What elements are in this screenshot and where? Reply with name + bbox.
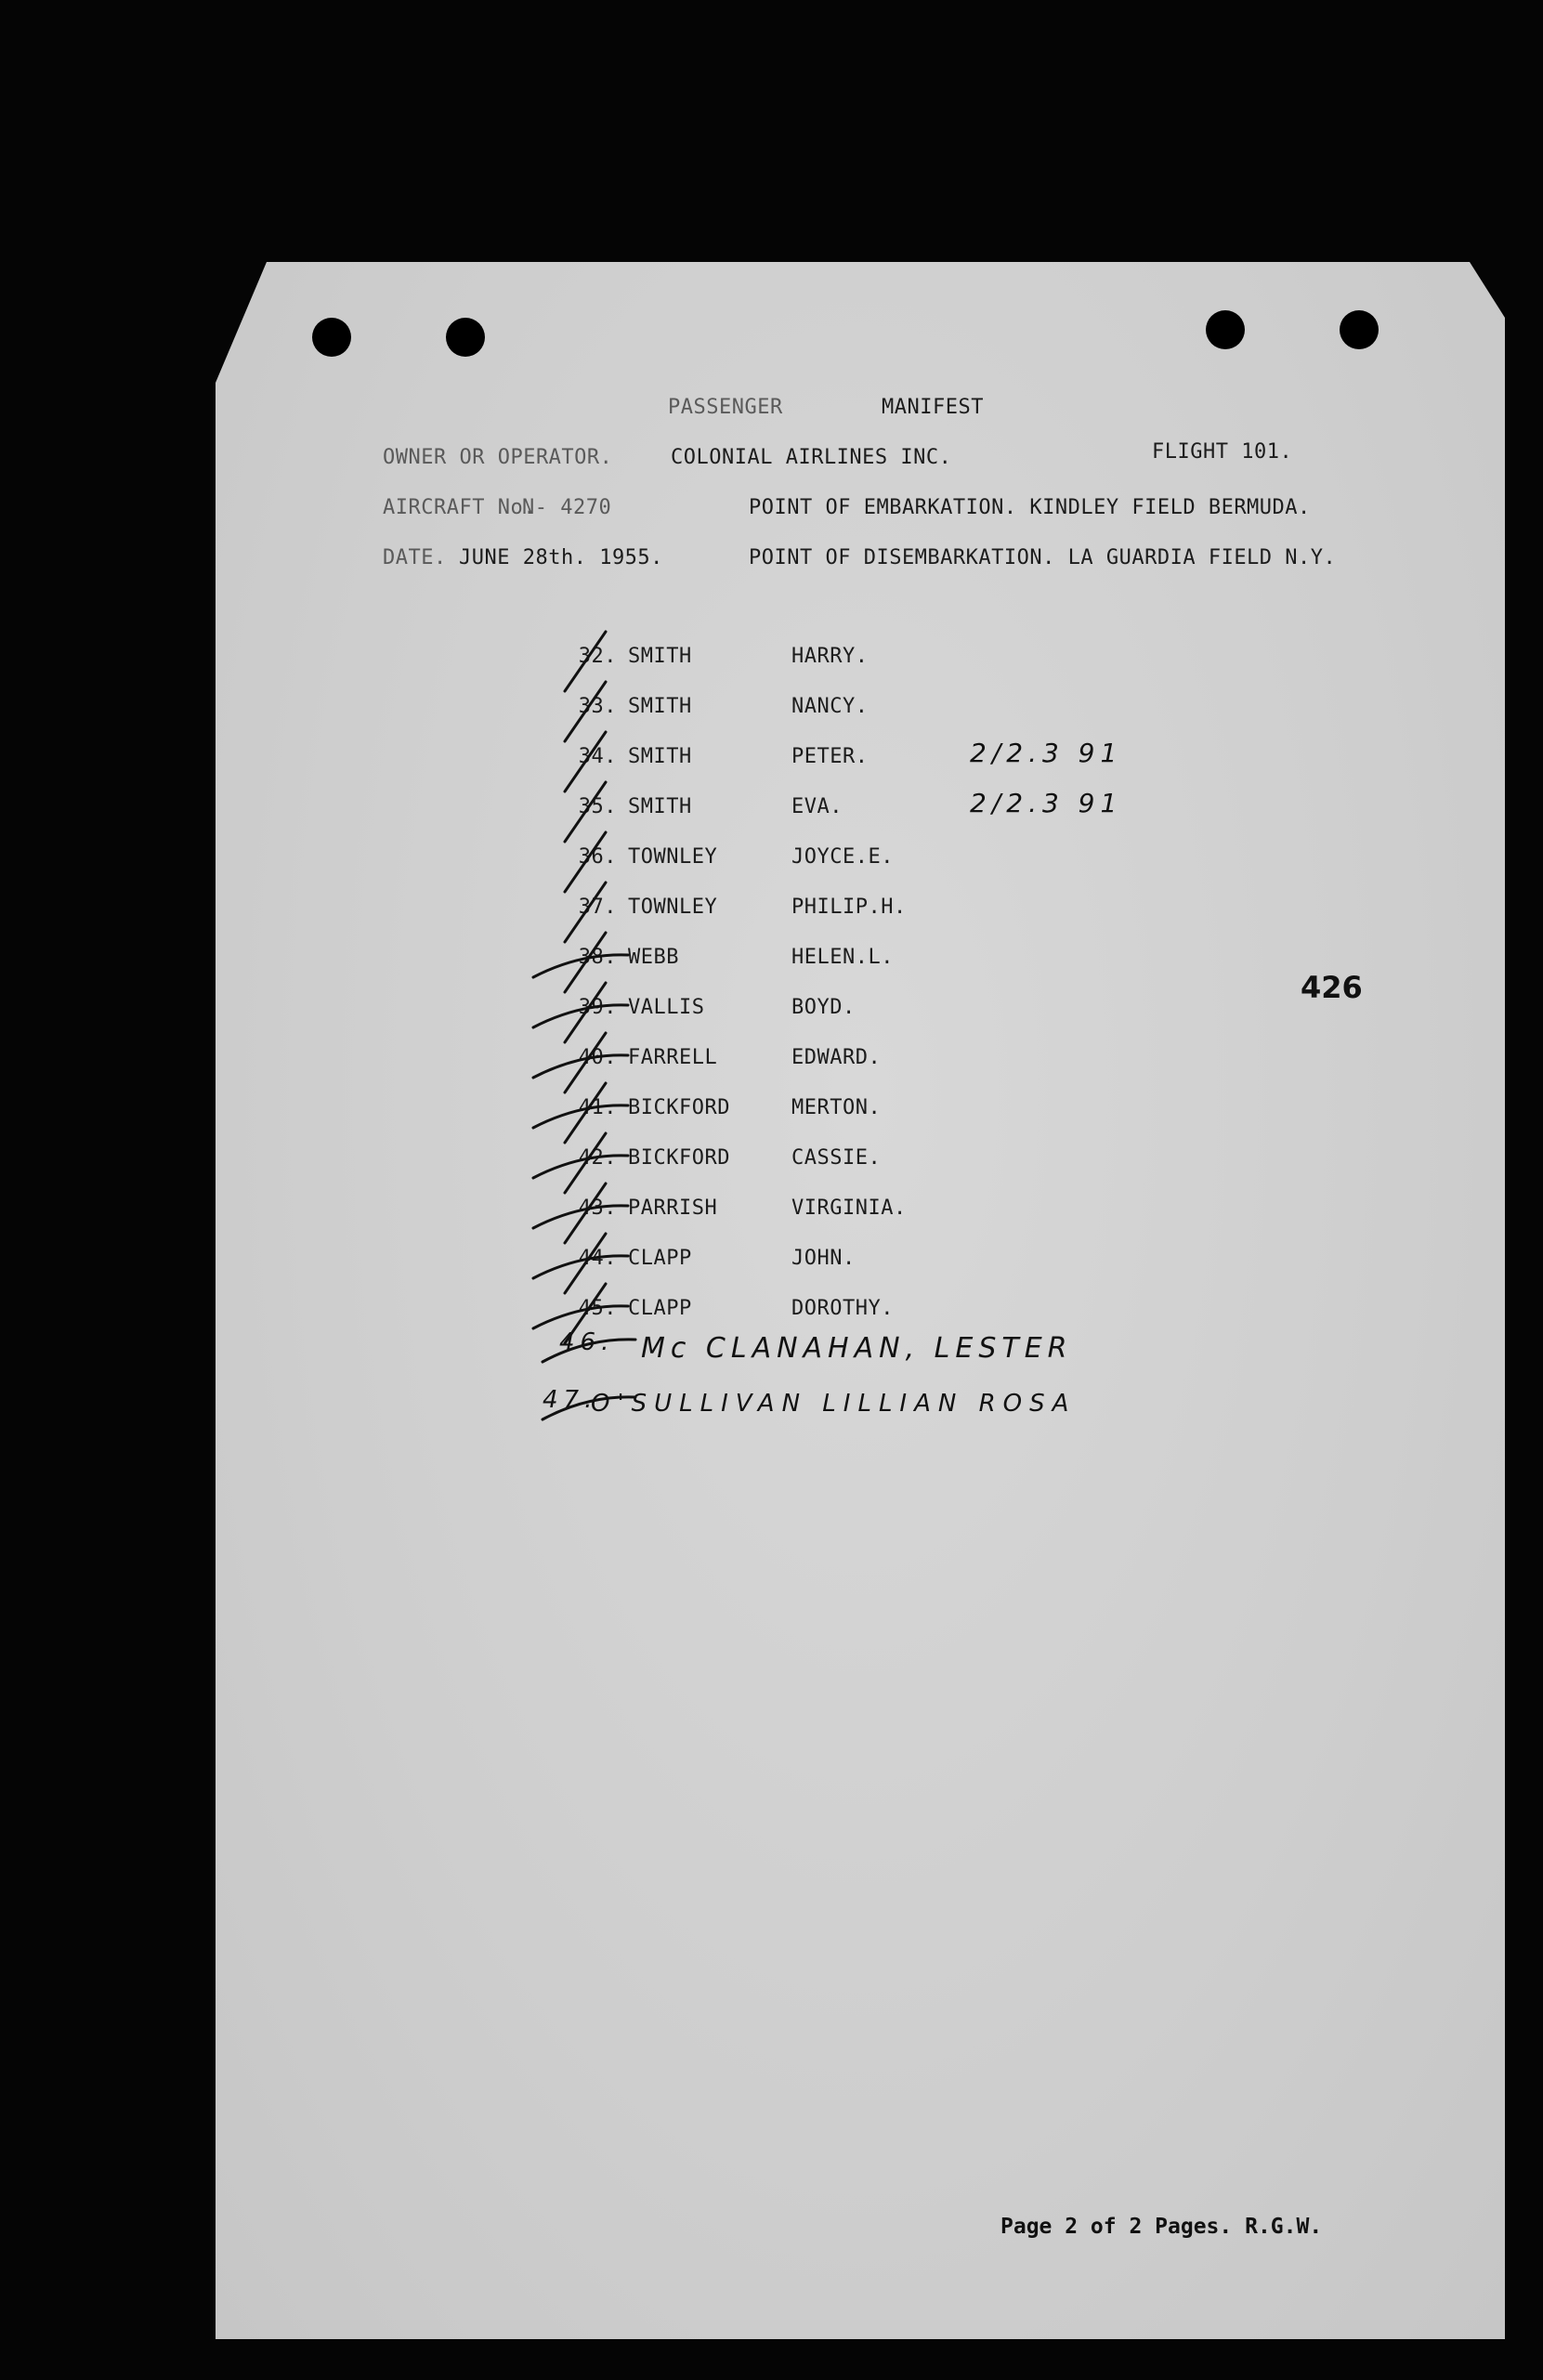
- passenger-number: 35.: [578, 795, 617, 818]
- passenger-given-name: PETER.: [791, 745, 869, 768]
- passenger-number: 45.: [578, 1297, 617, 1320]
- table-row: [543, 1096, 1193, 1124]
- passenger-surname: BICKFORD: [628, 1096, 730, 1119]
- margin-page-number: 426: [1301, 970, 1363, 1005]
- disembarkation: POINT OF DISEMBARKATION. LA GUARDIA FIELD N.Y.: [749, 546, 1337, 569]
- table-row: [543, 788, 1193, 823]
- handwritten-entry: O'SULLIVAN LILLIAN ROSA: [591, 1390, 1077, 1418]
- folded-corner: [1470, 262, 1505, 318]
- handwritten-number: 46.: [559, 1328, 615, 1356]
- torn-corner: [216, 262, 267, 383]
- passenger-given-name: BOYD.: [791, 996, 856, 1019]
- table-row: [543, 896, 1193, 923]
- title-passenger: PASSENGER: [668, 396, 783, 419]
- passenger-given-name: CASSIE.: [791, 1146, 882, 1170]
- passenger-given-name: PHILIP.H.: [791, 896, 907, 919]
- passenger-given-name: DOROTHY.: [791, 1297, 894, 1320]
- page-footer: Page 2 of 2 Pages. R.G.W.: [1000, 2215, 1323, 2239]
- table-row: [543, 1046, 1193, 1074]
- aircraft-label: AIRCRAFT No.: [383, 496, 536, 519]
- table-row: [543, 996, 1193, 1024]
- passenger-number: 43.: [578, 1197, 617, 1220]
- handwritten-entry: Mc CLANAHAN, LESTER: [641, 1332, 1073, 1365]
- passenger-surname: SMITH: [628, 645, 692, 668]
- punch-hole: [1340, 310, 1379, 349]
- passenger-surname: SMITH: [628, 695, 692, 718]
- table-row: [543, 738, 1193, 773]
- manifest-page: [216, 262, 1505, 2339]
- passenger-given-name: JOHN.: [791, 1247, 856, 1270]
- passenger-number: 42.: [578, 1146, 617, 1170]
- owner-value: COLONIAL AIRLINES INC.: [671, 446, 952, 469]
- table-row: [543, 1146, 1193, 1174]
- table-row: [543, 695, 1193, 723]
- date-value: JUNE 28th. 1955.: [459, 546, 663, 569]
- handwritten-note: 2/2.3 91: [970, 788, 1123, 818]
- embarkation: POINT OF EMBARKATION. KINDLEY FIELD BERMUDA.: [749, 496, 1311, 519]
- passenger-number: 44.: [578, 1247, 617, 1270]
- table-row: [543, 845, 1193, 873]
- passenger-given-name: HELEN.L.: [791, 946, 894, 969]
- flight-number: FLIGHT 101.: [1152, 440, 1293, 464]
- passenger-number: 36.: [578, 845, 617, 869]
- owner-label: OWNER OR OPERATOR.: [383, 446, 613, 469]
- passenger-surname: BICKFORD: [628, 1146, 730, 1170]
- passenger-surname: FARRELL: [628, 1046, 718, 1069]
- passenger-list: [543, 645, 1286, 1406]
- passenger-given-name: VIRGINIA.: [791, 1197, 907, 1220]
- passenger-number: 34.: [578, 745, 617, 768]
- passenger-surname: CLAPP: [628, 1247, 692, 1270]
- title-manifest: MANIFEST: [882, 396, 984, 419]
- passenger-surname: TOWNLEY: [628, 896, 718, 919]
- punch-hole: [312, 318, 351, 357]
- passenger-number: 40.: [578, 1046, 617, 1069]
- table-row: [543, 1247, 1193, 1275]
- passenger-surname: SMITH: [628, 745, 692, 768]
- passenger-surname: CLAPP: [628, 1297, 692, 1320]
- date-label: DATE.: [383, 546, 447, 569]
- passenger-surname: PARRISH: [628, 1197, 718, 1220]
- table-row: [543, 1197, 1193, 1224]
- passenger-number: 37.: [578, 896, 617, 919]
- passenger-given-name: NANCY.: [791, 695, 869, 718]
- table-row: [543, 946, 1193, 974]
- passenger-number: 33.: [578, 695, 617, 718]
- passenger-number: 39.: [578, 996, 617, 1019]
- table-row: [543, 1297, 1193, 1325]
- passenger-number: 32.: [578, 645, 617, 668]
- passenger-given-name: MERTON.: [791, 1096, 882, 1119]
- passenger-number: 41.: [578, 1096, 617, 1119]
- punch-hole: [446, 318, 485, 357]
- punch-hole: [1206, 310, 1245, 349]
- passenger-given-name: JOYCE.E.: [791, 845, 894, 869]
- passenger-surname: VALLIS: [628, 996, 705, 1019]
- aircraft-value: N- 4270: [522, 496, 612, 519]
- passenger-number: 38.: [578, 946, 617, 969]
- table-row: [543, 645, 1193, 673]
- passenger-surname: WEBB: [628, 946, 679, 969]
- passenger-given-name: HARRY.: [791, 645, 869, 668]
- passenger-surname: TOWNLEY: [628, 845, 718, 869]
- handwritten-note: 2/2.3 91: [970, 738, 1123, 768]
- passenger-given-name: EVA.: [791, 795, 843, 818]
- handwritten-number: 47.: [543, 1386, 598, 1414]
- passenger-surname: SMITH: [628, 795, 692, 818]
- passenger-given-name: EDWARD.: [791, 1046, 882, 1069]
